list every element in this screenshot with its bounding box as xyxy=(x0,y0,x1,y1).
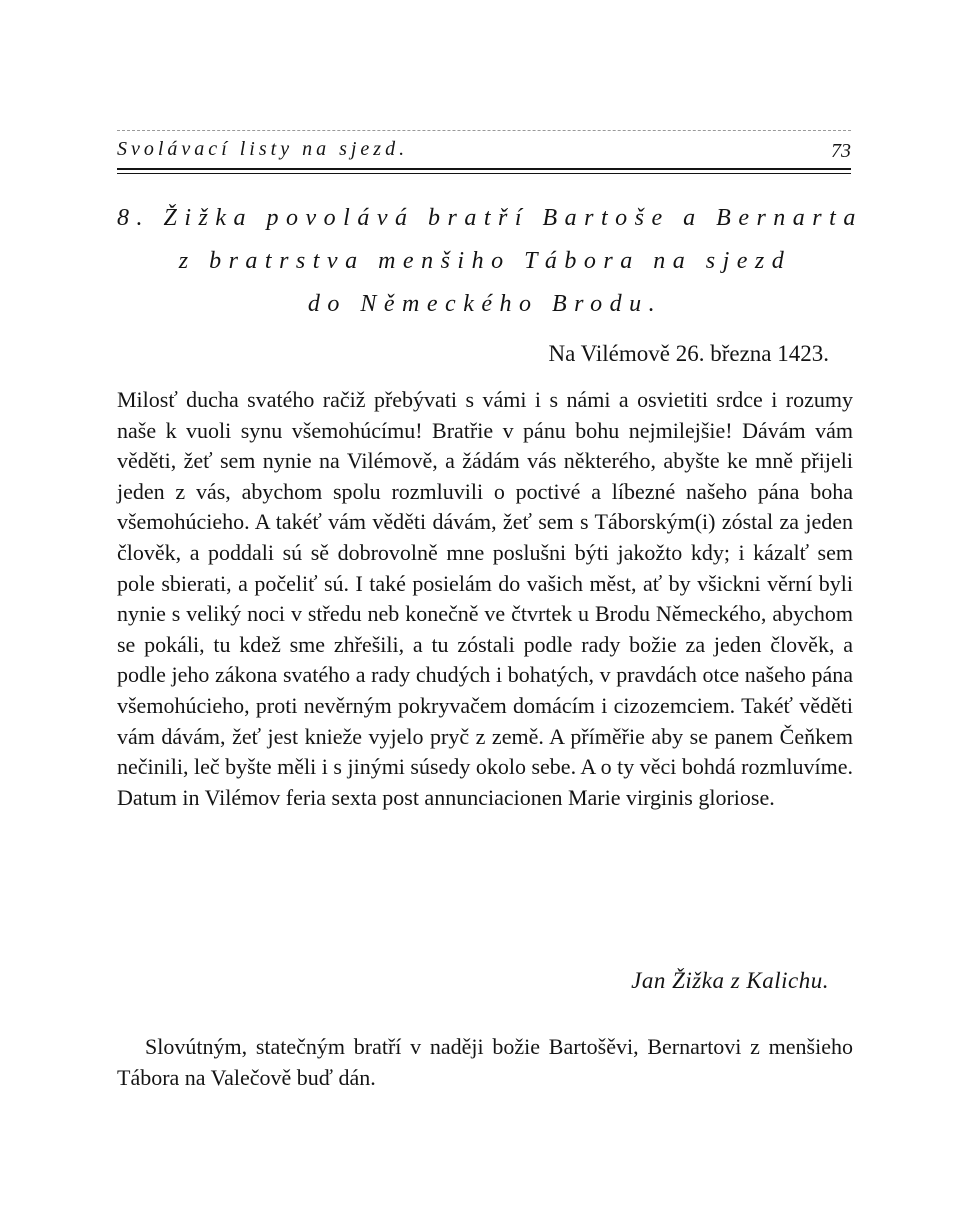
page-number: 73 xyxy=(831,140,851,162)
header-rule-thick xyxy=(117,168,851,170)
letter-address: Slovútným, statečným bratří v naději božie Bartošěvi, Bernartovi z menšieho Tábora na Valečově buď dán. xyxy=(117,1034,853,1090)
running-head-title: Svolávací listy na sjezd. xyxy=(117,138,409,160)
header-rule-thin xyxy=(117,173,851,174)
letter-body: Milosť ducha svatého račiž přebývati s vámi i s námi a osvietiti srdce i rozumy naše k vuoli synu všemohúcímu! Bratřie v pánu bohu nejmilejšie! Dávám vám věděti, žeť sem nynie na Vilémově, a žádám vás některého, abyšte ke mně přijeli jeden z vás, abychom spolu rozmluvili o poctivé a líbezné našeho pána boha všemohúcieho. A takéť vám věděti dávám, žeť sem s Táborským(i) zóstal za jeden člověk, a poddali sú sě dobrovolně mne poslušni býti jakožto kdy; i kázalť sem pole sbierati, a počeliť sú. I také posielám do vašich měst, ať by všickni věrní byli nynie s veliký noci v středu neb konečně ve čtvrtek u Brodu Německého, abychom se pokáli, tu kdež sme zhřešili, a tu zóstali podle rady božie za jeden člověk, a podle jeho zákona svatého a rady chudých i bohatých, v pravdách otce našeho pána všemohúcieho, proti nevěrným pokryvačem domácím i cizozemciem. Takéť věděti vám dávám, žeť jest knieže vyjelo pryč z země. A příměřie aby se panem Čeňkem nečinili, leč byšte měli i s jinými súsedy okolo sebe. A o ty věci bohdá rozmluvíme. Datum in Vilémov feria sexta post annunciacionen Marie virginis gloriose. xyxy=(117,387,853,810)
heading-line-2: z bratrstva menšiho Tábora na sjezd xyxy=(178,248,792,274)
letter-signature: Jan Žižka z Kalichu. xyxy=(631,968,829,993)
letter-dateline: Na Vilémově 26. března 1423. xyxy=(548,341,829,366)
running-head xyxy=(117,138,851,168)
header-top-rule xyxy=(117,130,851,131)
section-heading xyxy=(117,197,863,326)
heading-line-3: do Německého Brodu. xyxy=(307,291,663,317)
heading-line-1: 8. Žižka povolává bratří Bartoše a Bernarta xyxy=(117,205,863,231)
